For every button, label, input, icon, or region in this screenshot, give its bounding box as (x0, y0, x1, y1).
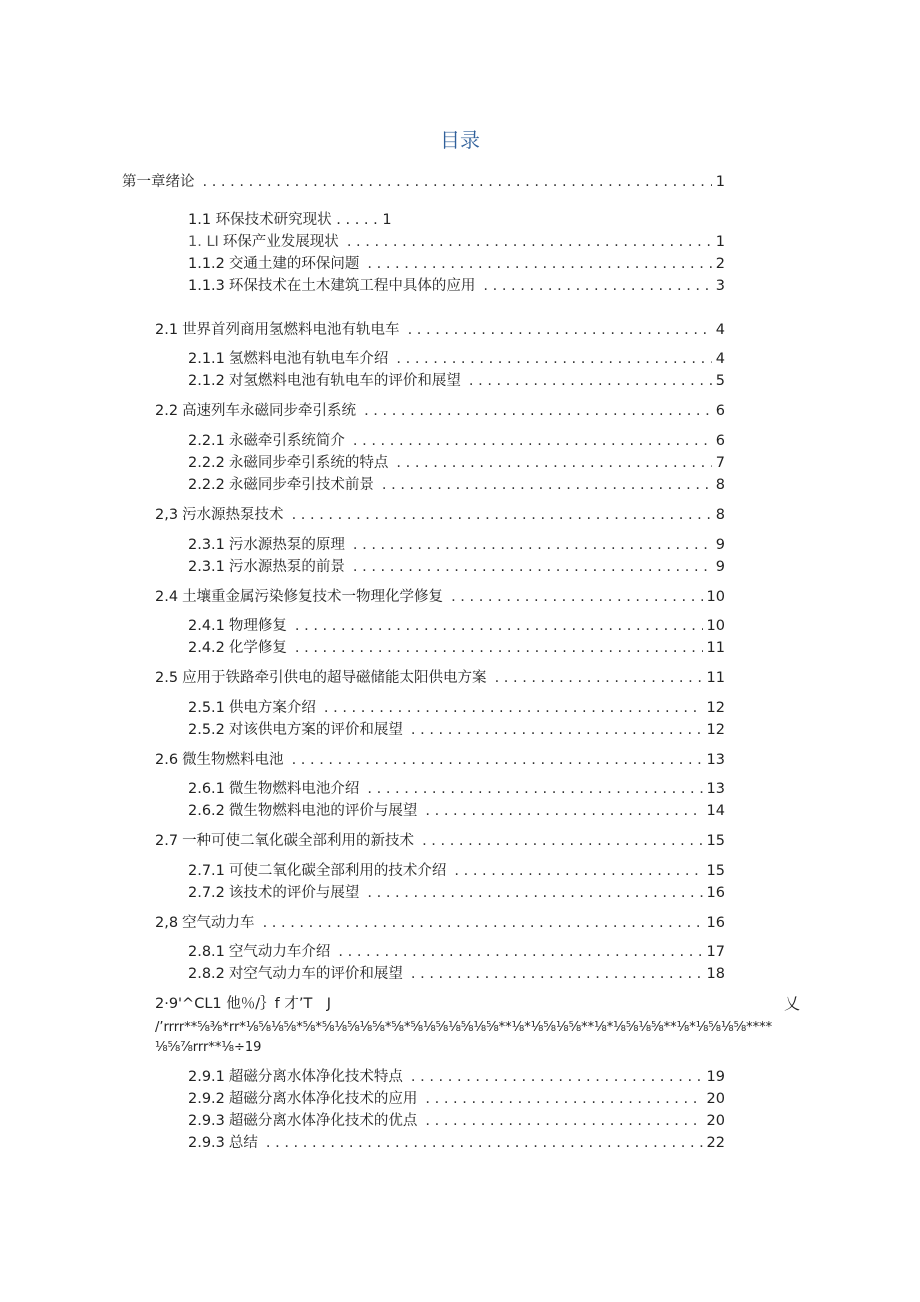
toc-entry[interactable] (155, 912, 725, 934)
toc-entry-text: 永磁同步牵引系统的特点 (228, 455, 389, 471)
toc-entry-page: 17 (706, 944, 725, 960)
leader-dots (425, 1088, 702, 1110)
toc-entry[interactable] (155, 400, 725, 422)
toc-entry-number: 2.1 (155, 322, 179, 338)
toc-entry-number: 2.6.1 (188, 781, 225, 797)
toc-entry-number: 2.7 (155, 833, 179, 849)
toc-entry-text: 微生物燃料电池的评价与展望 (228, 803, 418, 819)
leader-dots (324, 697, 703, 719)
toc-entry-page: 5 (715, 373, 725, 389)
toc-entry-page: 9 (715, 559, 725, 575)
toc-entry[interactable] (188, 882, 725, 904)
leader-dots (451, 586, 702, 608)
toc-entry-number: 2.4.2 (188, 640, 225, 656)
toc-entry-page: 11 (706, 640, 725, 656)
toc-entry-number: 2.6.2 (188, 803, 225, 819)
toc-entry-text: 高速列车永磁同步牵引系统 (182, 403, 357, 419)
leader-dots (353, 430, 712, 452)
toc-entry-number: 2.2.2 (188, 455, 225, 471)
toc-entry[interactable] (188, 941, 725, 963)
toc-entry-page: 11 (706, 670, 725, 686)
leader-dots (367, 778, 702, 800)
toc-entry[interactable] (188, 719, 725, 741)
toc-entry-page: 14 (706, 803, 725, 819)
toc-entry[interactable] (188, 1088, 725, 1110)
toc-title: 目录 (440, 128, 480, 152)
toc-entry-text: 氢燃料电池有轨电车介绍 (228, 351, 389, 367)
toc-entry[interactable] (188, 800, 725, 822)
toc-entry[interactable] (122, 171, 725, 193)
toc-entry[interactable] (188, 1110, 725, 1132)
toc-entry-text: 世界首列商用氢燃料电池有轨电车 (182, 322, 400, 338)
toc-entry-number: 2.6 (155, 752, 179, 768)
toc-entry-number: 1. LI (188, 234, 219, 250)
toc-entry-text: 空气动力车 (182, 915, 255, 931)
toc-entry-text: 对氢燃料电池有轨电车的评价和展望 (228, 373, 461, 389)
toc-entry-number: 2.8.1 (188, 944, 225, 960)
toc-entry[interactable] (188, 1066, 725, 1088)
leader-dots (469, 370, 712, 392)
leader-dots (295, 615, 703, 637)
toc-entry-page: 7 (715, 455, 725, 471)
leader-dots (408, 319, 712, 341)
toc-entry-text: 超磁分离水体净化技术的优点 (228, 1113, 418, 1129)
toc-entry-page: 20 (706, 1091, 725, 1107)
leader-dots (353, 534, 712, 556)
leader-dots (411, 1066, 703, 1088)
toc-entry-page: 13 (706, 781, 725, 797)
toc-entry[interactable] (188, 348, 725, 370)
toc-entry-text: 对空气动力车的评价和展望 (228, 966, 403, 982)
leader-dots (266, 1132, 703, 1154)
toc-entry-number: 2,3 (155, 507, 179, 523)
toc-entry-page: 16 (706, 885, 725, 901)
toc-entry-number: 2.7.1 (188, 863, 225, 879)
toc-entry[interactable] (188, 556, 725, 578)
garbled-glyph: 乂 (784, 994, 801, 1013)
toc-entry[interactable] (188, 231, 725, 253)
toc-entry-number: 2.4.1 (188, 618, 225, 634)
toc-entry-text: 环保技术在土木建筑工程中具体的应用 (228, 278, 476, 294)
leader-dots (292, 504, 712, 526)
toc-entry-page: 15 (706, 863, 725, 879)
leader-dots (495, 667, 703, 689)
toc-entry-page: 8 (715, 507, 725, 523)
toc-entry-number: 2.1.2 (188, 373, 225, 389)
toc-entry-number: 2,8 (155, 915, 179, 931)
toc-entry-number: 2.2.2 (188, 477, 225, 493)
toc-entry[interactable] (188, 452, 725, 474)
toc-entry-number: 2.8.2 (188, 966, 225, 982)
leader-dots (454, 860, 702, 882)
toc-entry-text: 微生物燃料电池介绍 (228, 781, 360, 797)
toc-entry-number: 1.1.3 (188, 278, 225, 294)
toc-entry[interactable] (155, 830, 725, 852)
leader-dots (364, 400, 712, 422)
toc-entry-number: 2.9.2 (188, 1091, 225, 1107)
leader-dots (483, 275, 711, 297)
toc-entry-number: 2.3.1 (188, 537, 225, 553)
toc-entry-page: 15 (706, 833, 725, 849)
toc-entry-number: 1.1.2 (188, 256, 225, 272)
toc-entry-page: 1 (715, 234, 725, 250)
toc-entry-page: 6 (715, 433, 725, 449)
toc-entry[interactable] (188, 430, 725, 452)
garbled-line: ⅛⅝⅞rrr**⅛÷19 (155, 1040, 262, 1055)
toc-entry-number: 2.5.1 (188, 700, 225, 716)
toc-entry-text: 第一章绪论 (122, 174, 195, 190)
toc-entry-text: 物理修复 (228, 618, 287, 634)
toc-entry-text: 污水源热泵的前景 (228, 559, 345, 575)
toc-entry-page: 12 (706, 700, 725, 716)
toc-entry-page: 6 (715, 403, 725, 419)
leader-dots (295, 637, 703, 659)
leader-dots (425, 800, 702, 822)
toc-entry-page: 9 (715, 537, 725, 553)
toc-entry-text: 微生物燃料电池 (182, 752, 284, 768)
toc-entry-page: 12 (706, 722, 725, 738)
toc-entry[interactable] (188, 1132, 725, 1154)
toc-entry-garbled[interactable]: 2·9'^CL1 他％/｝f 才’T J (155, 996, 332, 1012)
toc-entry-page: 8 (715, 477, 725, 493)
toc-entry-page: 10 (706, 618, 725, 634)
toc-entry[interactable] (155, 749, 725, 771)
toc-entry[interactable] (188, 697, 725, 719)
leader-dots (353, 556, 712, 578)
leader-dots (367, 882, 702, 904)
leader-dots (292, 749, 703, 771)
toc-entry-page: 4 (715, 322, 725, 338)
toc-entry-page: 1 (715, 174, 725, 190)
toc-entry-number: 2.4 (155, 589, 179, 605)
leader-dots (425, 1110, 702, 1132)
toc-entry[interactable] (188, 963, 725, 985)
toc-entry[interactable] (188, 474, 725, 496)
toc-entry-number: 2.3.1 (188, 559, 225, 575)
toc-entry[interactable] (155, 586, 725, 608)
toc-entry-text: 永磁牵引系统简介 (228, 433, 345, 449)
leader-dots (263, 912, 703, 934)
toc-entry-number: 2.5 (155, 670, 179, 686)
toc-entry-page: 13 (706, 752, 725, 768)
toc-entry[interactable] (188, 534, 725, 556)
toc-entry-text: 交通土建的环保问题 (228, 256, 360, 272)
toc-entry[interactable] (155, 319, 725, 341)
toc-entry[interactable] (188, 615, 725, 637)
toc-entry-text: 该技术的评价与展望 (228, 885, 360, 901)
toc-entry-page: 19 (706, 1069, 725, 1085)
toc-entry-page: 20 (706, 1113, 725, 1129)
toc-entry-number: 2.9.3 (188, 1135, 225, 1151)
leader-dots (338, 941, 702, 963)
toc-entry[interactable] (188, 778, 725, 800)
garbled-line: /’rrrr**⅝⅜*rr*⅛⅝⅛⅝*⅝*⅝⅛⅝⅛⅝*⅝*⅝⅛⅝⅛⅝⅛⅝**⅛*⅛⅝⅛⅝**⅛*⅛⅝⅛⅝**⅛*⅛⅝⅛⅝**** (155, 1020, 773, 1035)
toc-entry[interactable] (155, 504, 725, 526)
toc-entry[interactable] (188, 637, 725, 659)
leader-dots (411, 963, 703, 985)
toc-entry-page: 22 (706, 1135, 725, 1151)
leader-dots (396, 452, 711, 474)
toc-entry-text: 土壤重金属污染修复技术一物理化学修复 (182, 589, 444, 605)
toc-entry-text: 超磁分离水体净化技术的应用 (228, 1091, 418, 1107)
leader-dots (382, 474, 712, 496)
toc-entry-text: 污水源热泵技术 (182, 507, 284, 523)
toc-entry-text: 环保产业发展现状 (222, 234, 339, 250)
toc-entry-page: 18 (706, 966, 725, 982)
leader-dots (347, 231, 712, 253)
toc-entry-page: 3 (715, 278, 725, 294)
toc-entry-number: 2.7.2 (188, 885, 225, 901)
toc-entry-number: 2.9.1 (188, 1069, 225, 1085)
toc-entry-number: 2.2 (155, 403, 179, 419)
toc-entry-page: 2 (715, 256, 725, 272)
toc-entry-number: 2.1.1 (188, 351, 225, 367)
toc-entry-page: 4 (715, 351, 725, 367)
toc-entry-page: 10 (706, 589, 725, 605)
toc-entry-text: 空气动力车介绍 (228, 944, 331, 960)
toc-entry-page: 16 (706, 915, 725, 931)
toc-entry[interactable] (188, 275, 725, 297)
leader-dots (411, 719, 703, 741)
leader-dots (422, 830, 702, 852)
toc-entry-text: 永磁同步牵引技术前景 (228, 477, 374, 493)
toc-entry-number: 2.2.1 (188, 433, 225, 449)
leader-dots (396, 348, 711, 370)
toc-entry-text: 总结 (228, 1135, 258, 1151)
leader-dots (367, 253, 711, 275)
toc-entry-text: 超磁分离水体净化技术特点 (228, 1069, 403, 1085)
leader-dots (203, 171, 712, 193)
toc-entry-text: 污水源热泵的原理 (228, 537, 345, 553)
toc-entry-text: 供电方案介绍 (228, 700, 316, 716)
toc-entry-text: 化学修复 (228, 640, 287, 656)
toc-entry-number: 2.9.3 (188, 1113, 225, 1129)
toc-entry[interactable] (188, 860, 725, 882)
toc-entry-raw[interactable]: 1.1 环保技术研究现状 . . . . . 1 (188, 212, 392, 228)
toc-entry-text: 对该供电方案的评价和展望 (228, 722, 403, 738)
toc-entry[interactable] (188, 370, 725, 392)
toc-entry[interactable] (155, 667, 725, 689)
toc-entry-text: 可使二氧化碳全部利用的技术介绍 (228, 863, 447, 879)
toc-entry-text: 应用于铁路牵引供电的超导磁储能太阳供电方案 (182, 670, 487, 686)
toc-entry[interactable] (188, 253, 725, 275)
toc-entry-text: 一种可使二氧化碳全部利用的新技术 (182, 833, 415, 849)
toc-entry-number: 2.5.2 (188, 722, 225, 738)
